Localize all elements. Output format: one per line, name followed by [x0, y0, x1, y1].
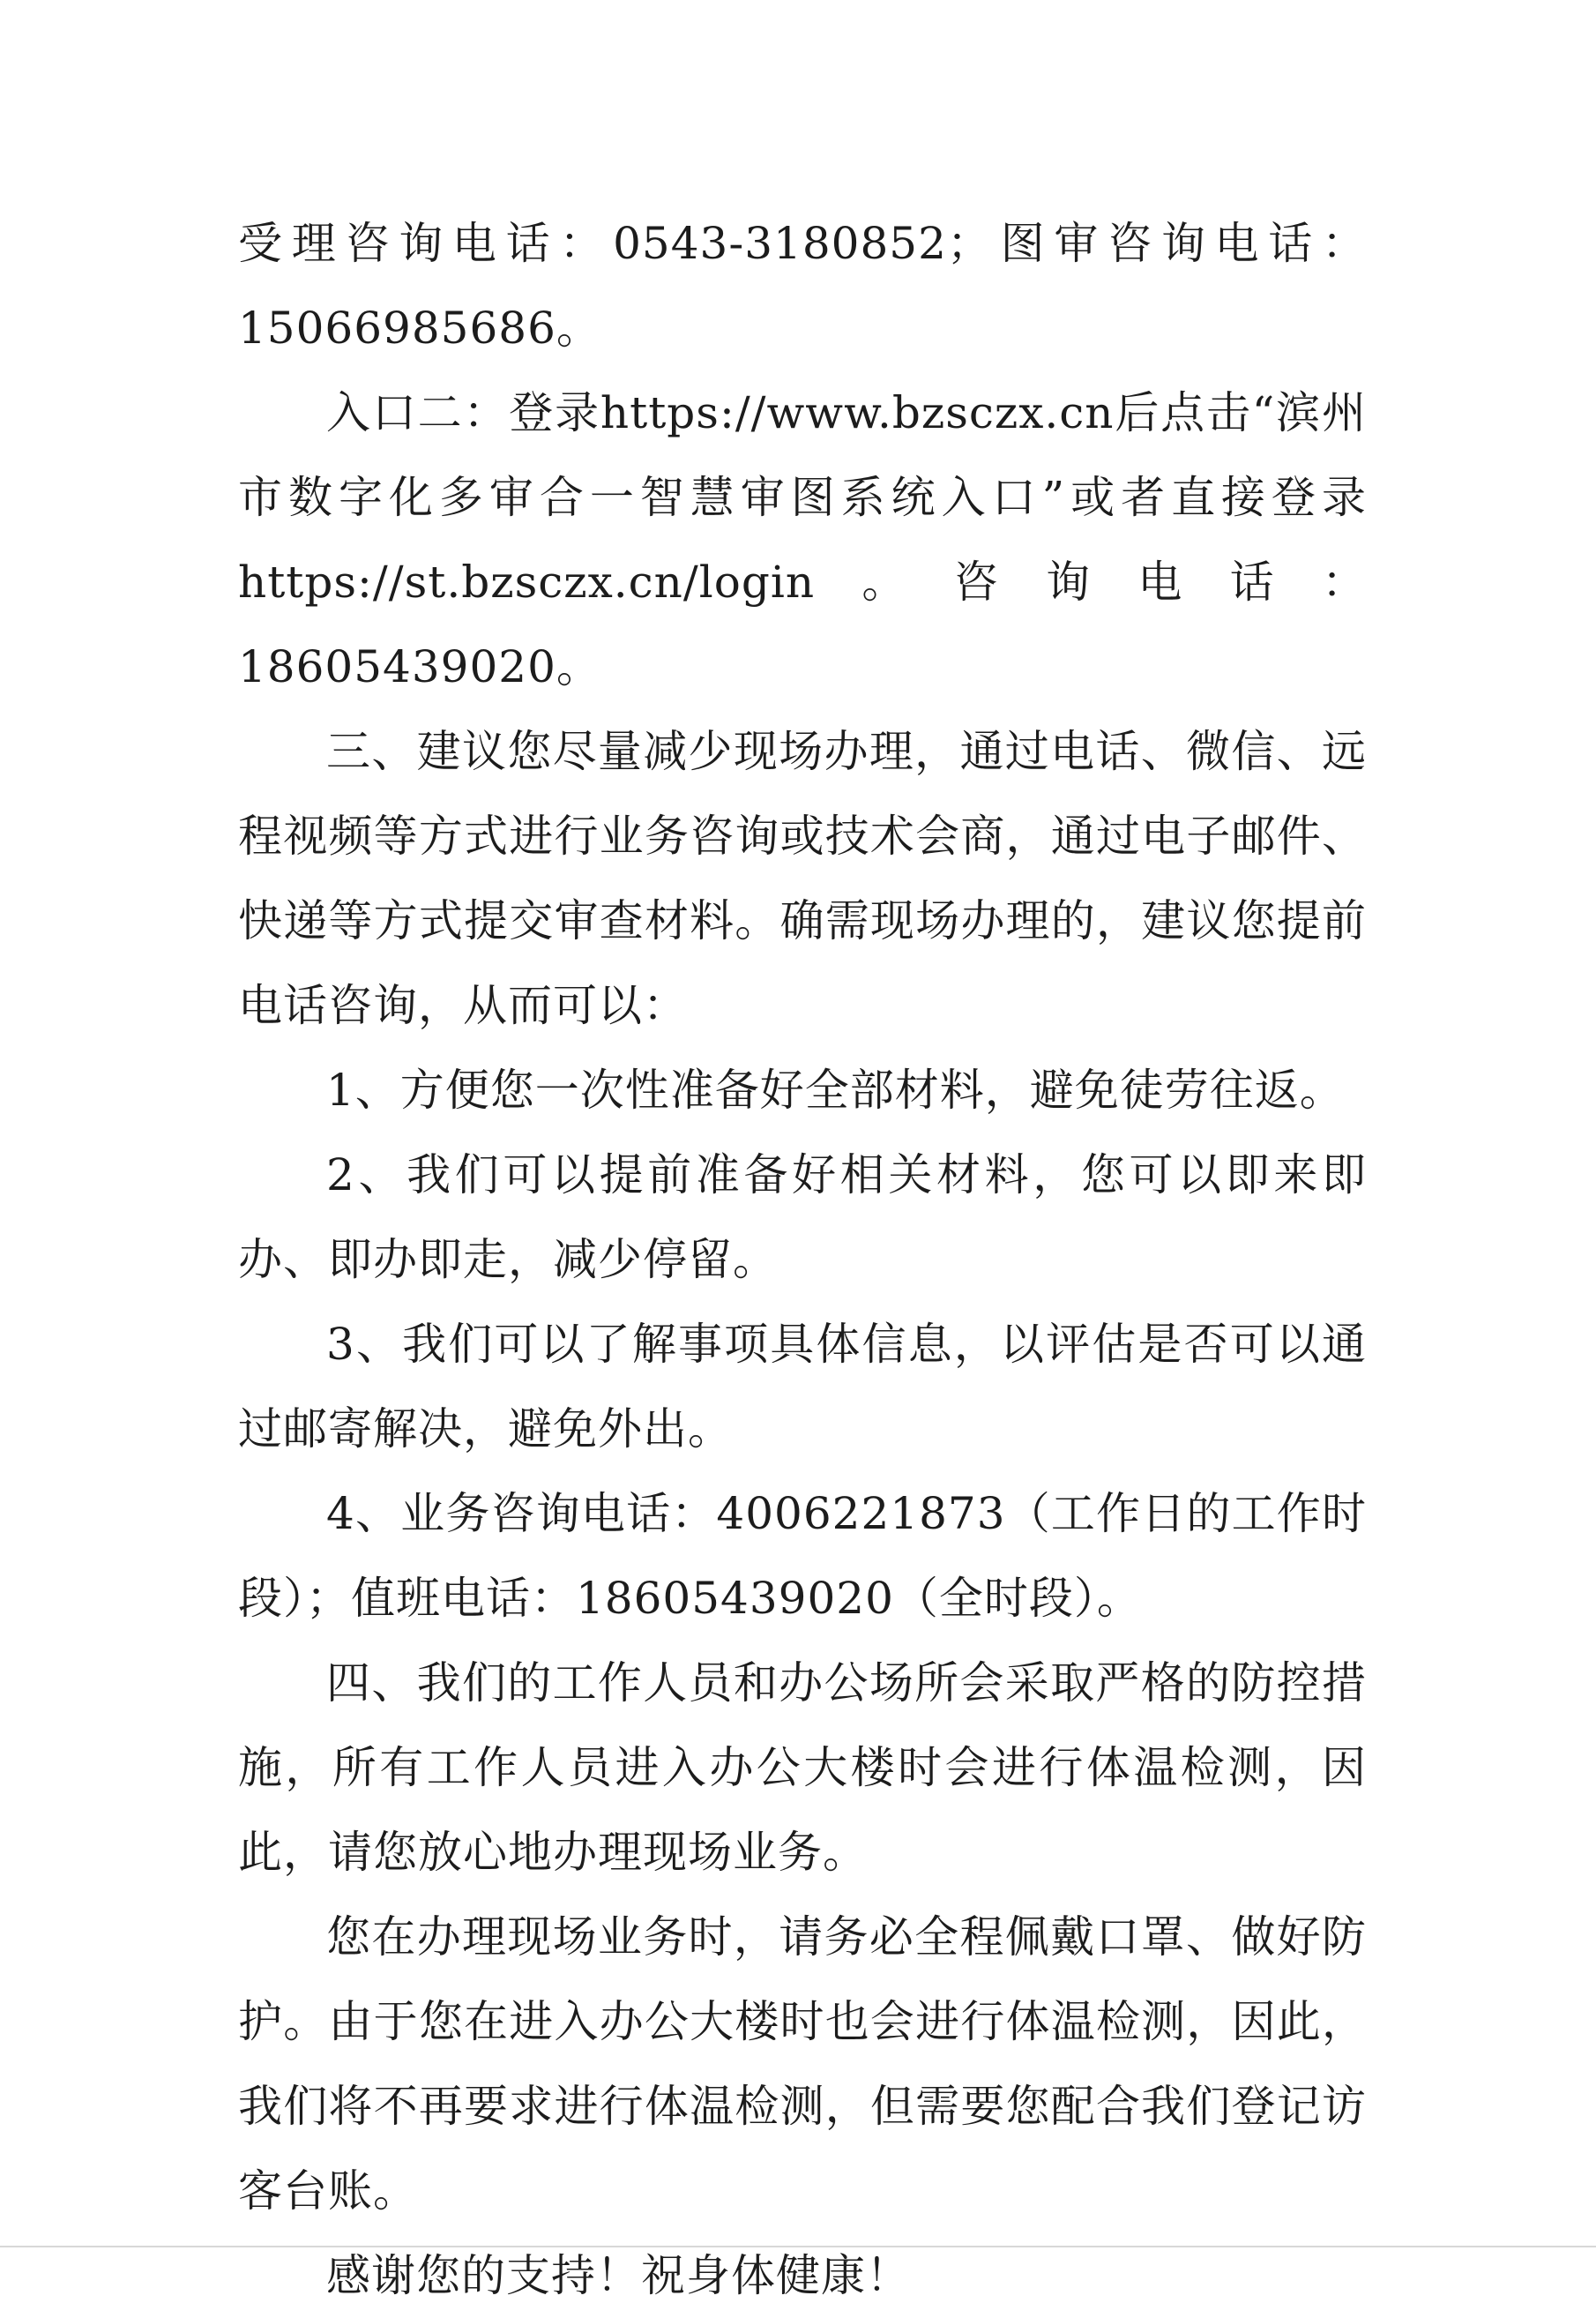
paragraph-section-three: 三、建议您尽量减少现场办理，通过电话、微信、远程视频等方式进行业务咨询或技术会商，通过电子邮件、快递等方式提交审查材料。确需现场办理的，建议您提前电话咨询，从而可以： — [238, 726, 1367, 1031]
paragraph-entrance-two: 入口二：登录https://www.bzsczx.cn后点击“滨州市数字化多审合一智慧审图系统入口”或者直接登录https://st.bzsczx.cn/login。咨询电话：18605439020。 — [238, 387, 1367, 692]
document-body — [238, 201, 1367, 2318]
paragraph-phone-numbers: 受理咨询电话：0543-3180852；图审咨询电话：15066985686。 — [238, 218, 1367, 354]
paragraph-item-3: 3、我们可以了解事项具体信息，以评估是否可以通过邮寄解决，避免外出。 — [238, 1319, 1367, 1454]
page-bottom-edge — [0, 2246, 1596, 2247]
paragraph-section-four: 四、我们的工作人员和办公场所会采取严格的防控措施，所有工作人员进入办公大楼时会进行体温检测，因此，请您放心地办理现场业务。 — [238, 1657, 1367, 1878]
paragraph-thanks: 感谢您的支持！祝身体健康！ — [326, 2250, 911, 2301]
paragraph-item-1: 1、方便您一次性准备好全部材料，避免徒劳往返。 — [326, 1065, 1345, 1116]
paragraph-item-2: 2、我们可以提前准备好相关材料，您可以即来即办、即办即走，减少停留。 — [238, 1149, 1367, 1285]
paragraph-item-4: 4、业务咨询电话：4006221873（工作日的工作时段）；值班电话：18605439020（全时段）。 — [238, 1488, 1367, 1624]
paragraph-protection-notice: 您在办理现场业务时，请务必全程佩戴口罩、做好防护。由于您在进入办公大楼时也会进行体温检测，因此，我们将不再要求进行体温检测，但需要您配合我们登记访客台账。 — [238, 1911, 1367, 2217]
